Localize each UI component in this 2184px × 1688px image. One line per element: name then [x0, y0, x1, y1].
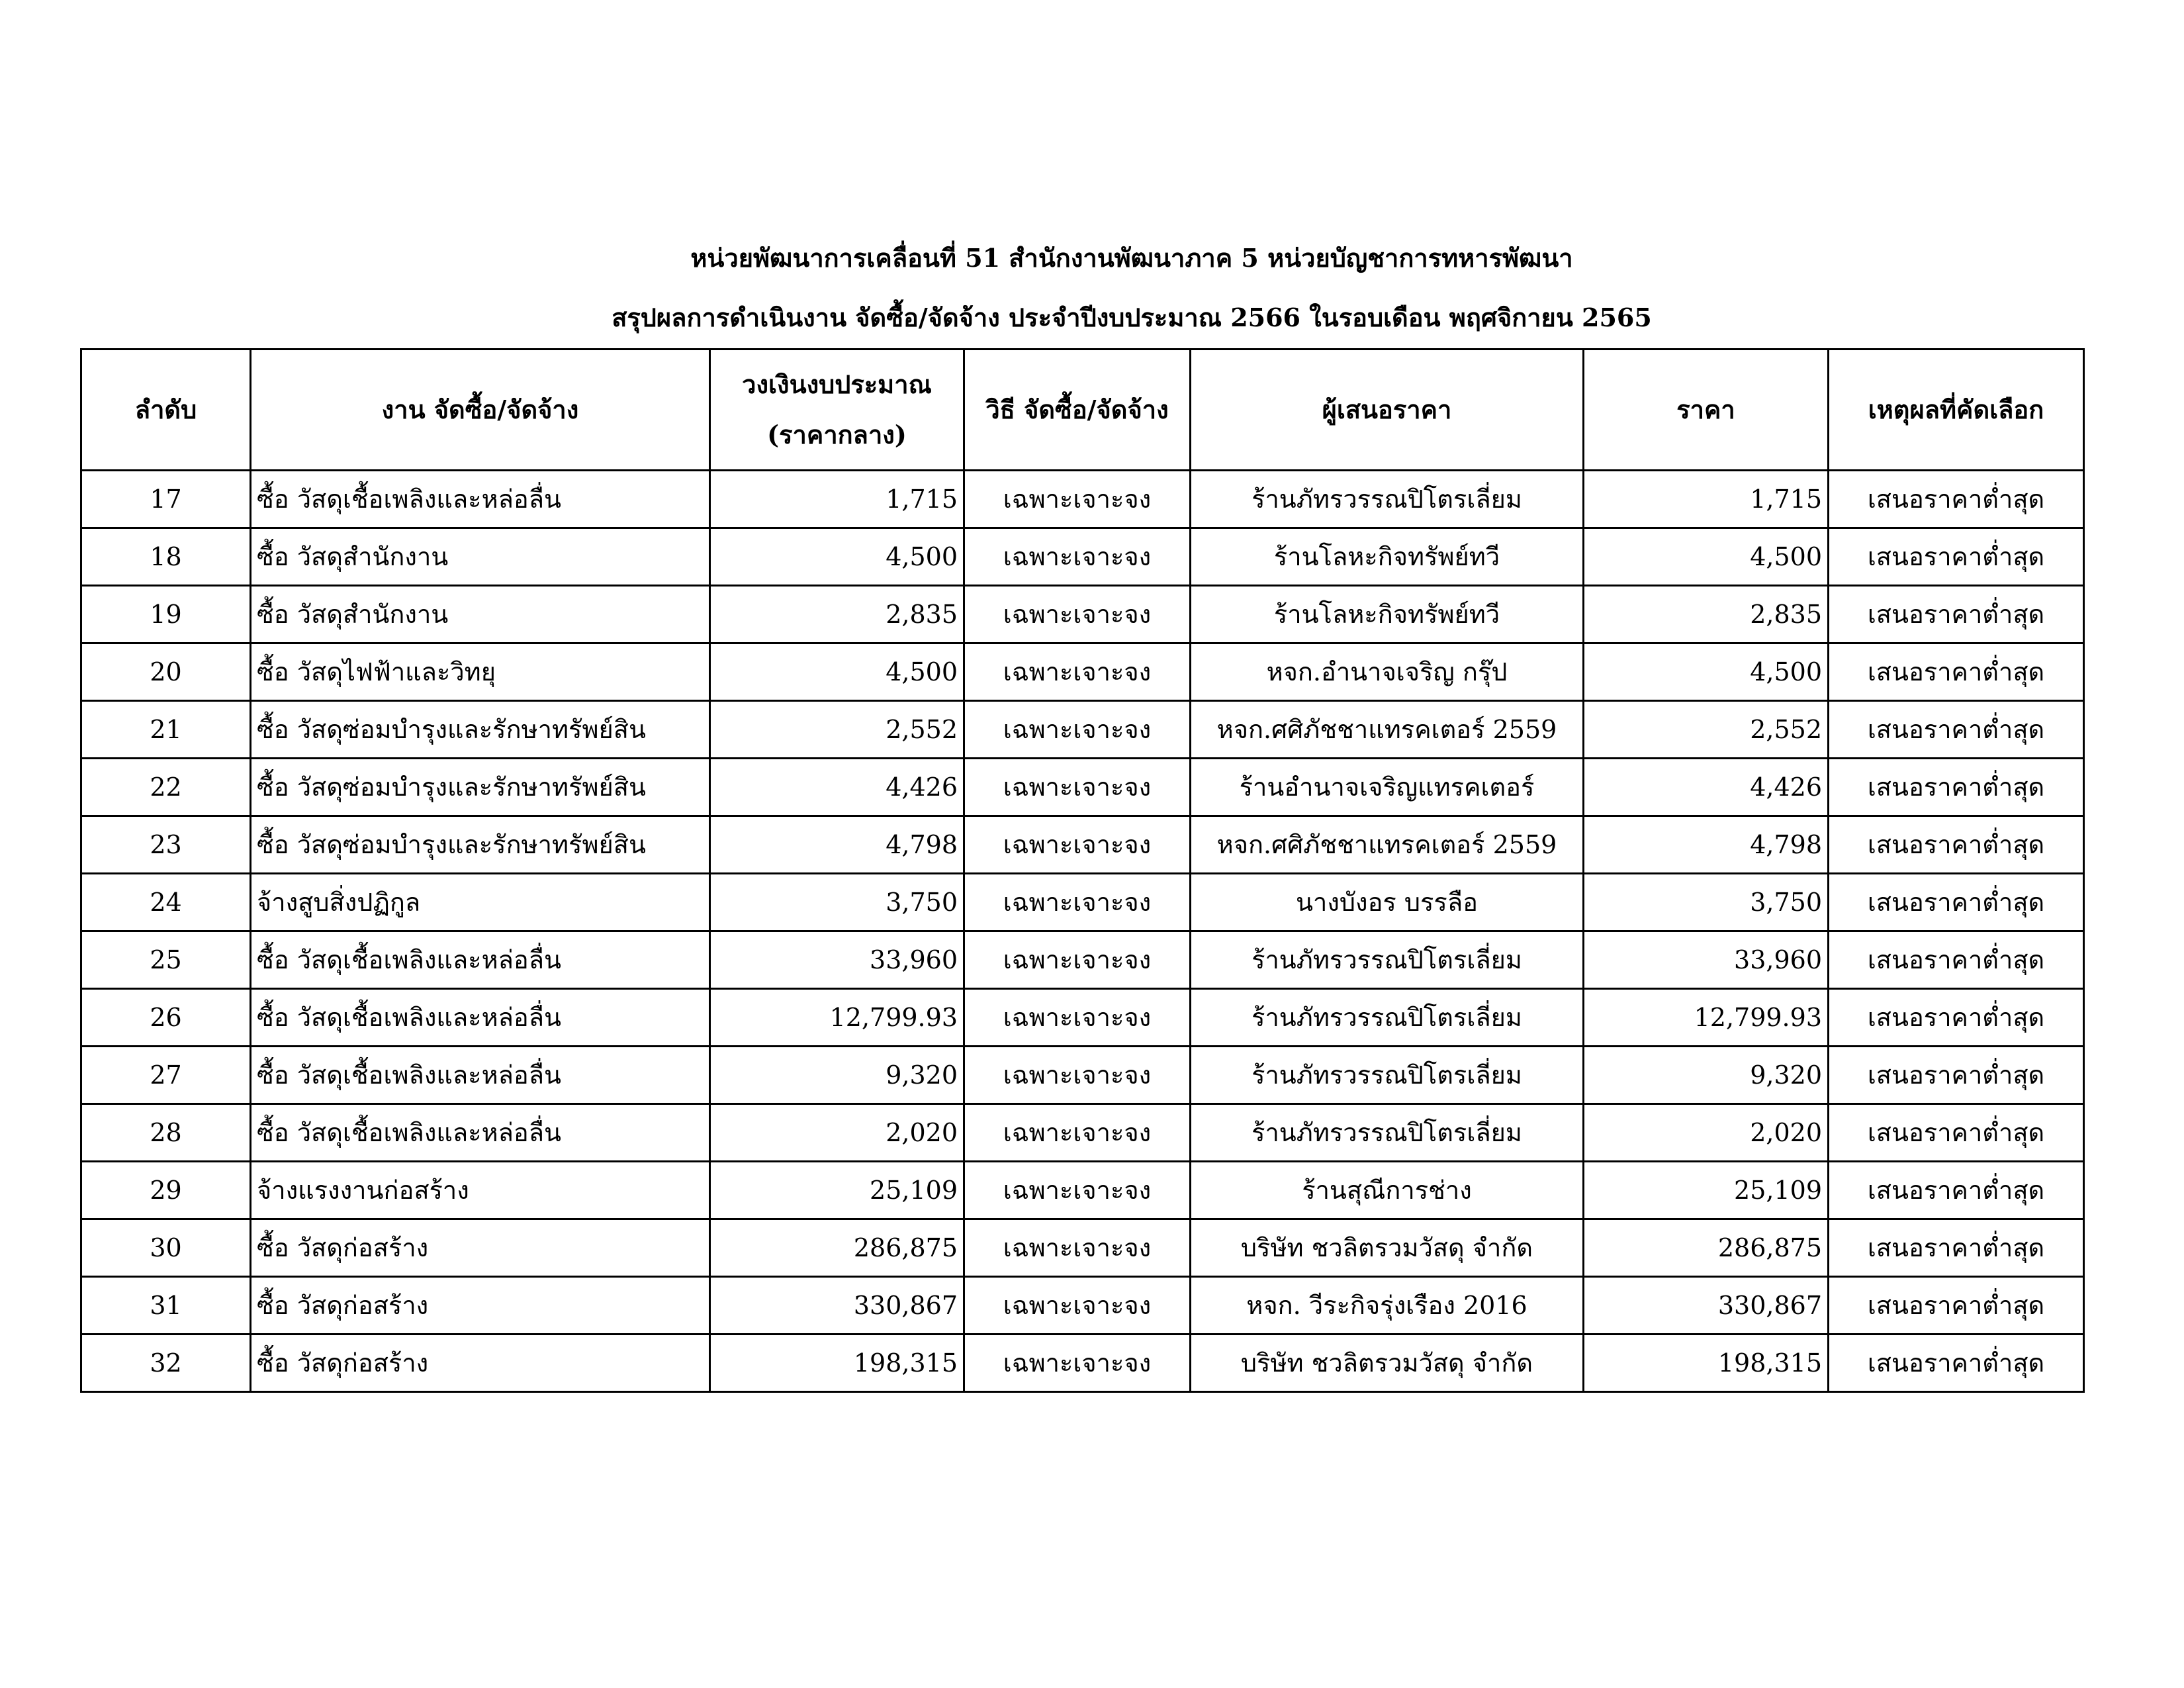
- header-no: ลำดับ: [81, 350, 251, 471]
- cell-no: 24: [81, 874, 251, 931]
- cell-budget: 4,500: [710, 528, 964, 586]
- cell-task: ซื้อ วัสดุเชื้อเพลิงและหล่อลื่น: [251, 471, 710, 528]
- cell-no: 27: [81, 1047, 251, 1104]
- cell-no: 21: [81, 701, 251, 759]
- cell-price: 33,960: [1584, 931, 1829, 989]
- header-method: วิธี จัดซื้อ/จัดจ้าง: [964, 350, 1191, 471]
- cell-method: เฉพาะเจาะจง: [964, 759, 1191, 816]
- cell-reason: เสนอราคาต่ำสุด: [1829, 931, 2084, 989]
- cell-task: ซื้อ วัสดุเชื้อเพลิงและหล่อลื่น: [251, 931, 710, 989]
- cell-bidder: ร้านสุณีการช่าง: [1191, 1162, 1584, 1219]
- cell-method: เฉพาะเจาะจง: [964, 701, 1191, 759]
- cell-task: ซื้อ วัสดุเชื้อเพลิงและหล่อลื่น: [251, 1104, 710, 1162]
- cell-bidder: หจก. วีระกิจรุ่งเรือง 2016: [1191, 1277, 1584, 1335]
- cell-task: ซื้อ วัสดุก่อสร้าง: [251, 1335, 710, 1392]
- cell-bidder: นางบังอร บรรลือ: [1191, 874, 1584, 931]
- table-row: [81, 528, 2084, 586]
- cell-task: จ้างสูบสิ่งปฏิกูล: [251, 874, 710, 931]
- table-row: [81, 816, 2084, 874]
- cell-no: 28: [81, 1104, 251, 1162]
- cell-task: ซื้อ วัสดุซ่อมบำรุงและรักษาทรัพย์สิน: [251, 701, 710, 759]
- header-budget: [710, 350, 964, 471]
- cell-task: จ้างแรงงานก่อสร้าง: [251, 1162, 710, 1219]
- cell-budget: 4,500: [710, 643, 964, 701]
- cell-bidder: หจก.อำนาจเจริญ กรุ๊ป: [1191, 643, 1584, 701]
- cell-price: 330,867: [1584, 1277, 1829, 1335]
- header-reason: เหตุผลที่คัดเลือก: [1829, 350, 2084, 471]
- cell-reason: เสนอราคาต่ำสุด: [1829, 1277, 2084, 1335]
- cell-bidder: หจก.ศศิภัชชาแทรคเตอร์ 2559: [1191, 701, 1584, 759]
- cell-reason: เสนอราคาต่ำสุด: [1829, 1104, 2084, 1162]
- cell-no: 32: [81, 1335, 251, 1392]
- cell-reason: เสนอราคาต่ำสุด: [1829, 528, 2084, 586]
- cell-method: เฉพาะเจาะจง: [964, 1219, 1191, 1277]
- cell-bidder: ร้านภัทรวรรณปิโตรเลี่ยม: [1191, 931, 1584, 989]
- cell-budget: 2,020: [710, 1104, 964, 1162]
- cell-task: ซื้อ วัสดุซ่อมบำรุงและรักษาทรัพย์สิน: [251, 759, 710, 816]
- table-row: [81, 1277, 2084, 1335]
- header-budget-line2: (ราคากลาง): [767, 420, 907, 449]
- cell-no: 19: [81, 586, 251, 643]
- cell-price: 9,320: [1584, 1047, 1829, 1104]
- cell-no: 17: [81, 471, 251, 528]
- cell-method: เฉพาะเจาะจง: [964, 816, 1191, 874]
- cell-bidder: บริษัท ชวลิตรวมวัสดุ จำกัด: [1191, 1219, 1584, 1277]
- cell-reason: เสนอราคาต่ำสุด: [1829, 643, 2084, 701]
- header-task: งาน จัดซื้อ/จัดจ้าง: [251, 350, 710, 471]
- cell-price: 286,875: [1584, 1219, 1829, 1277]
- cell-price: 25,109: [1584, 1162, 1829, 1219]
- cell-method: เฉพาะเจาะจง: [964, 528, 1191, 586]
- cell-task: ซื้อ วัสดุเชื้อเพลิงและหล่อลื่น: [251, 989, 710, 1047]
- cell-method: เฉพาะเจาะจง: [964, 471, 1191, 528]
- cell-no: 29: [81, 1162, 251, 1219]
- report-title-summary: สรุปผลการดำเนินงาน จัดซื้อ/จัดจ้าง ประจำปีงบประมาณ 2566 ในรอบเดือน พฤศจิกายน 2565: [612, 303, 1652, 332]
- cell-bidder: บริษัท ชวลิตรวมวัสดุ จำกัด: [1191, 1335, 1584, 1392]
- cell-budget: 4,798: [710, 816, 964, 874]
- header-budget-line1: วงเงินงบประมาณ: [742, 369, 932, 399]
- cell-bidder: ร้านภัทรวรรณปิโตรเลี่ยม: [1191, 471, 1584, 528]
- table-row: [81, 471, 2084, 528]
- cell-method: เฉพาะเจาะจง: [964, 1162, 1191, 1219]
- cell-price: 198,315: [1584, 1335, 1829, 1392]
- cell-bidder: ร้านโลหะกิจทรัพย์ทวี: [1191, 528, 1584, 586]
- cell-method: เฉพาะเจาะจง: [964, 1104, 1191, 1162]
- cell-price: 2,552: [1584, 701, 1829, 759]
- table-row: [81, 1104, 2084, 1162]
- cell-price: 12,799.93: [1584, 989, 1829, 1047]
- cell-price: 3,750: [1584, 874, 1829, 931]
- cell-reason: เสนอราคาต่ำสุด: [1829, 874, 2084, 931]
- header-bidder: ผู้เสนอราคา: [1191, 350, 1584, 471]
- cell-no: 31: [81, 1277, 251, 1335]
- table-row: [81, 1335, 2084, 1392]
- table-row: [81, 586, 2084, 643]
- table-body: [81, 471, 2084, 1392]
- cell-no: 23: [81, 816, 251, 874]
- table-row: [81, 759, 2084, 816]
- cell-no: 25: [81, 931, 251, 989]
- cell-reason: เสนอราคาต่ำสุด: [1829, 1335, 2084, 1392]
- header-price: ราคา: [1584, 350, 1829, 471]
- table-row: [81, 1047, 2084, 1104]
- cell-budget: 2,835: [710, 586, 964, 643]
- cell-reason: เสนอราคาต่ำสุด: [1829, 1162, 2084, 1219]
- cell-task: ซื้อ วัสดุเชื้อเพลิงและหล่อลื่น: [251, 1047, 710, 1104]
- cell-method: เฉพาะเจาะจง: [964, 586, 1191, 643]
- cell-task: ซื้อ วัสดุสำนักงาน: [251, 586, 710, 643]
- cell-reason: เสนอราคาต่ำสุด: [1829, 471, 2084, 528]
- cell-budget: 4,426: [710, 759, 964, 816]
- cell-method: เฉพาะเจาะจง: [964, 643, 1191, 701]
- cell-bidder: ร้านอำนาจเจริญแทรคเตอร์: [1191, 759, 1584, 816]
- report-title-unit: หน่วยพัฒนาการเคลื่อนที่ 51 สำนักงานพัฒนาภาค 5 หน่วยบัญชาการทหารพัฒนา: [690, 243, 1573, 273]
- cell-no: 18: [81, 528, 251, 586]
- cell-price: 4,798: [1584, 816, 1829, 874]
- cell-method: เฉพาะเจาะจง: [964, 1277, 1191, 1335]
- table-row: [81, 989, 2084, 1047]
- cell-no: 30: [81, 1219, 251, 1277]
- cell-task: ซื้อ วัสดุไฟฟ้าและวิทยุ: [251, 643, 710, 701]
- cell-reason: เสนอราคาต่ำสุด: [1829, 989, 2084, 1047]
- cell-budget: 9,320: [710, 1047, 964, 1104]
- cell-reason: เสนอราคาต่ำสุด: [1829, 1219, 2084, 1277]
- cell-bidder: ร้านโลหะกิจทรัพย์ทวี: [1191, 586, 1584, 643]
- cell-price: 1,715: [1584, 471, 1829, 528]
- cell-method: เฉพาะเจาะจง: [964, 989, 1191, 1047]
- cell-method: เฉพาะเจาะจง: [964, 931, 1191, 989]
- cell-budget: 12,799.93: [710, 989, 964, 1047]
- cell-price: 2,020: [1584, 1104, 1829, 1162]
- cell-price: 4,500: [1584, 643, 1829, 701]
- table-row: [81, 701, 2084, 759]
- procurement-table: [80, 348, 2085, 1393]
- table-header-row: [81, 350, 2084, 471]
- cell-no: 20: [81, 643, 251, 701]
- cell-price: 2,835: [1584, 586, 1829, 643]
- cell-task: ซื้อ วัสดุสำนักงาน: [251, 528, 710, 586]
- cell-price: 4,500: [1584, 528, 1829, 586]
- cell-method: เฉพาะเจาะจง: [964, 1335, 1191, 1392]
- cell-reason: เสนอราคาต่ำสุด: [1829, 759, 2084, 816]
- cell-bidder: ร้านภัทรวรรณปิโตรเลี่ยม: [1191, 989, 1584, 1047]
- table-row: [81, 643, 2084, 701]
- cell-task: ซื้อ วัสดุก่อสร้าง: [251, 1219, 710, 1277]
- cell-bidder: ร้านภัทรวรรณปิโตรเลี่ยม: [1191, 1047, 1584, 1104]
- cell-reason: เสนอราคาต่ำสุด: [1829, 701, 2084, 759]
- table-row: [81, 1219, 2084, 1277]
- cell-budget: 25,109: [710, 1162, 964, 1219]
- table-row: [81, 1162, 2084, 1219]
- cell-budget: 286,875: [710, 1219, 964, 1277]
- table-row: [81, 874, 2084, 931]
- cell-method: เฉพาะเจาะจง: [964, 874, 1191, 931]
- cell-bidder: หจก.ศศิภัชชาแทรคเตอร์ 2559: [1191, 816, 1584, 874]
- cell-reason: เสนอราคาต่ำสุด: [1829, 1047, 2084, 1104]
- cell-no: 26: [81, 989, 251, 1047]
- cell-method: เฉพาะเจาะจง: [964, 1047, 1191, 1104]
- cell-budget: 2,552: [710, 701, 964, 759]
- cell-reason: เสนอราคาต่ำสุด: [1829, 586, 2084, 643]
- table-row: [81, 931, 2084, 989]
- cell-budget: 330,867: [710, 1277, 964, 1335]
- cell-budget: 3,750: [710, 874, 964, 931]
- cell-task: ซื้อ วัสดุก่อสร้าง: [251, 1277, 710, 1335]
- cell-reason: เสนอราคาต่ำสุด: [1829, 816, 2084, 874]
- cell-budget: 1,715: [710, 471, 964, 528]
- cell-no: 22: [81, 759, 251, 816]
- cell-price: 4,426: [1584, 759, 1829, 816]
- cell-task: ซื้อ วัสดุซ่อมบำรุงและรักษาทรัพย์สิน: [251, 816, 710, 874]
- cell-budget: 198,315: [710, 1335, 964, 1392]
- cell-bidder: ร้านภัทรวรรณปิโตรเลี่ยม: [1191, 1104, 1584, 1162]
- cell-budget: 33,960: [710, 931, 964, 989]
